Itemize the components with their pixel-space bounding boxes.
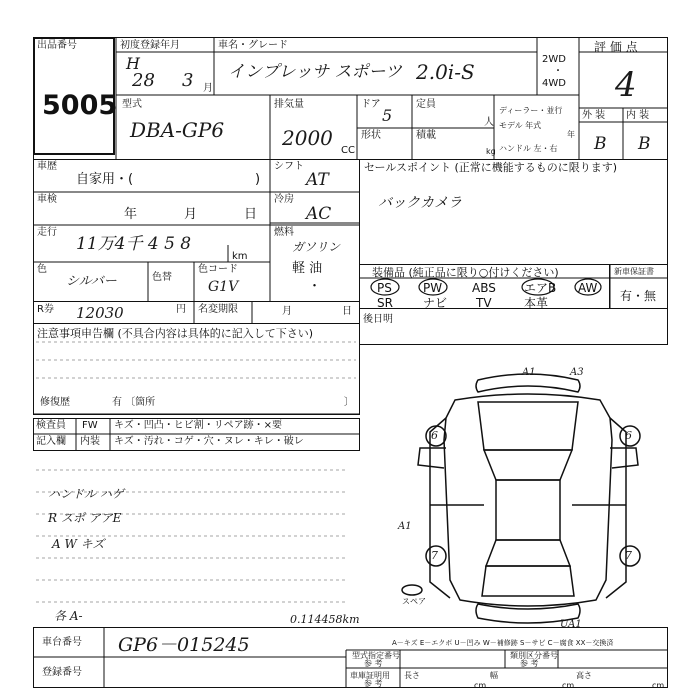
- class-sub: 参 考: [520, 659, 539, 668]
- history-label: 車歴: [37, 161, 57, 172]
- name-change-label: 名変期限: [198, 304, 238, 315]
- color-change-label: 色替: [152, 272, 172, 283]
- drive-4wd: 4WD: [542, 78, 566, 89]
- notes-label: 注意事項申告欄 (不具合内容は具体的に記入して下さい): [37, 327, 314, 340]
- drive-2wd: 2WD: [542, 54, 566, 65]
- note-line-1: ハンドル ハゲ: [48, 487, 124, 501]
- ac-label: 冷房: [274, 194, 294, 205]
- label-left-top: 6: [431, 429, 438, 442]
- fuel-dot: ・: [308, 279, 322, 294]
- history-close: ): [255, 172, 261, 187]
- capacity-label: 定員: [416, 99, 436, 110]
- color-value: シルバー: [66, 274, 117, 289]
- equipment-label: 装備品 (純正品に限り○付けください): [372, 266, 559, 279]
- interior-grade: B: [638, 134, 651, 154]
- person-unit: 人: [484, 117, 494, 128]
- height-unit: cm: [652, 681, 665, 690]
- model-year-label: モデル 年式: [499, 121, 542, 130]
- dealer-label: ディーラー・並行: [499, 106, 563, 115]
- legend: A－キズ E－エクボ U－凹み W－補修跡 S－サビ C－腐食 XX－交換済: [392, 639, 614, 647]
- score-label: 評 価 点: [594, 40, 638, 54]
- car-name: インプレッサ スポーツ: [228, 62, 402, 82]
- equipment-aw: AW: [578, 281, 598, 295]
- model-label: 型式: [122, 99, 142, 110]
- entry-label: 記入欄: [36, 436, 66, 447]
- note-line-3: A W キズ: [52, 537, 105, 551]
- exterior-label: 外 装: [582, 110, 606, 121]
- score: 4: [615, 65, 637, 105]
- chassis-label: 車台番号: [42, 637, 82, 648]
- cert-label: 車庫証明用: [350, 671, 390, 680]
- inspector-items: キズ・凹凸・ヒビ割・リペア跡・×要: [114, 420, 282, 431]
- label-right-bottom: 7: [625, 549, 632, 562]
- label-a1-top: A1: [522, 367, 536, 378]
- ac-value: AC: [306, 204, 332, 224]
- lot-number-label: 出品番号: [37, 40, 77, 51]
- doors-label: ドア: [361, 99, 381, 110]
- label-a3-top: A3: [570, 367, 584, 378]
- inspection-month-unit: 月: [184, 207, 198, 222]
- displacement-label: 排気量: [274, 99, 304, 110]
- load-label: 積載: [416, 130, 436, 141]
- inspection-day-unit: 日: [244, 207, 258, 222]
- name-change-month: 月: [282, 306, 292, 317]
- model-code: DBA-GP6: [130, 118, 225, 142]
- class-label: 類別区分番号: [510, 651, 558, 660]
- warranty-label: 新車保証書: [614, 267, 654, 276]
- grade: 2.0i-S: [416, 60, 475, 84]
- reg-month-unit: 月: [203, 83, 213, 94]
- inspection-label: 車検: [37, 194, 57, 205]
- width-unit: cm: [562, 681, 575, 690]
- color-label: 色: [37, 264, 47, 275]
- km-unit: km: [232, 251, 248, 262]
- label-bottom: UA1: [560, 619, 582, 630]
- height-label: 高さ: [576, 671, 592, 680]
- color-code-label: 色コード: [198, 264, 238, 275]
- sales-point-value: バックカメラ: [378, 195, 462, 211]
- label-right-top: 6: [625, 429, 632, 442]
- fuel-diesel: 軽 油: [292, 261, 323, 276]
- length-unit: cm: [474, 681, 487, 690]
- equipment-airbag: エアB: [524, 281, 557, 295]
- bottom-note: 各 A-: [54, 609, 83, 623]
- model-designation-sub: 参 考: [364, 659, 383, 668]
- reg-year: 28: [132, 70, 155, 91]
- equipment-pw: PW: [423, 281, 443, 295]
- repair-label: 修復歴: [40, 397, 70, 408]
- cc-unit: CC: [341, 145, 355, 156]
- doors: 5: [382, 106, 393, 125]
- equipment-leather: 本革: [524, 296, 549, 310]
- recycle-label: R券: [37, 304, 54, 315]
- exterior-grade: B: [594, 134, 607, 154]
- rear-seat-label: 後日明: [363, 314, 393, 325]
- shift-value: AT: [306, 170, 329, 190]
- lot-number: 5005: [42, 90, 118, 121]
- history-value: 自家用・(: [76, 172, 134, 187]
- registration-label: 登録番号: [42, 667, 82, 678]
- sales-point-label: セールスポイント (正常に機能するものに限ります): [364, 161, 618, 174]
- interior-label: 内 装: [626, 110, 650, 121]
- label-left-bottom: 7: [431, 549, 438, 562]
- reg-era: H: [126, 54, 140, 73]
- fuel-value: ガソリン: [292, 240, 341, 254]
- repair-close: 〕: [344, 397, 354, 408]
- equipment-abs: ABS: [472, 281, 496, 295]
- shape-label: 形状: [361, 130, 381, 141]
- label-spare: スペア: [402, 597, 426, 606]
- model-designation-label: 型式指定番号: [352, 651, 400, 660]
- warranty-value: 有・無: [620, 289, 657, 303]
- shift-label: シフト: [274, 161, 304, 172]
- first-registration-label: 初度登録年月: [120, 40, 180, 51]
- equipment-sr: SR: [377, 296, 393, 310]
- kg-unit: kg: [486, 147, 496, 156]
- inspection-year-unit: 年: [124, 207, 138, 222]
- displacement: 2000: [282, 126, 333, 150]
- handle-label: ハンドル 左・右: [499, 144, 558, 153]
- entry-code: 内装: [80, 436, 100, 447]
- color-code: G1V: [208, 279, 239, 295]
- equipment-ps: PS: [377, 281, 392, 295]
- fuel-label: 燃料: [274, 227, 294, 238]
- width-label: 幅: [490, 671, 498, 680]
- entry-items: キズ・汚れ・コゲ・穴・ヌレ・キレ・破レ: [114, 436, 304, 447]
- length-label: 長さ: [404, 671, 420, 680]
- name-grade-label: 車名・グレード: [218, 40, 288, 51]
- equipment-navi: ナビ: [423, 296, 448, 310]
- note-line-2: R スポ アアE: [48, 511, 122, 525]
- year-unit: 年: [567, 130, 575, 139]
- repair-value: 有 〔箇所: [112, 397, 156, 408]
- equipment-tv: TV: [476, 296, 492, 310]
- reg-month: 3: [182, 70, 194, 91]
- inspector-label: 検査員: [36, 420, 66, 431]
- label-left-mid: A1: [398, 521, 412, 532]
- chassis-number: GP6－015245: [118, 634, 250, 656]
- inspector-code: FW: [82, 420, 98, 431]
- mileage-label: 走行: [37, 227, 57, 238]
- name-change-day: 日: [342, 306, 352, 317]
- mileage: 11万4千 4 5 8: [76, 234, 192, 254]
- cert-sub: 参 考: [364, 679, 383, 688]
- yen-unit: 円: [176, 304, 186, 315]
- diagram-mileage: 0.114458km: [290, 613, 360, 626]
- recycle-value: 12030: [76, 304, 124, 322]
